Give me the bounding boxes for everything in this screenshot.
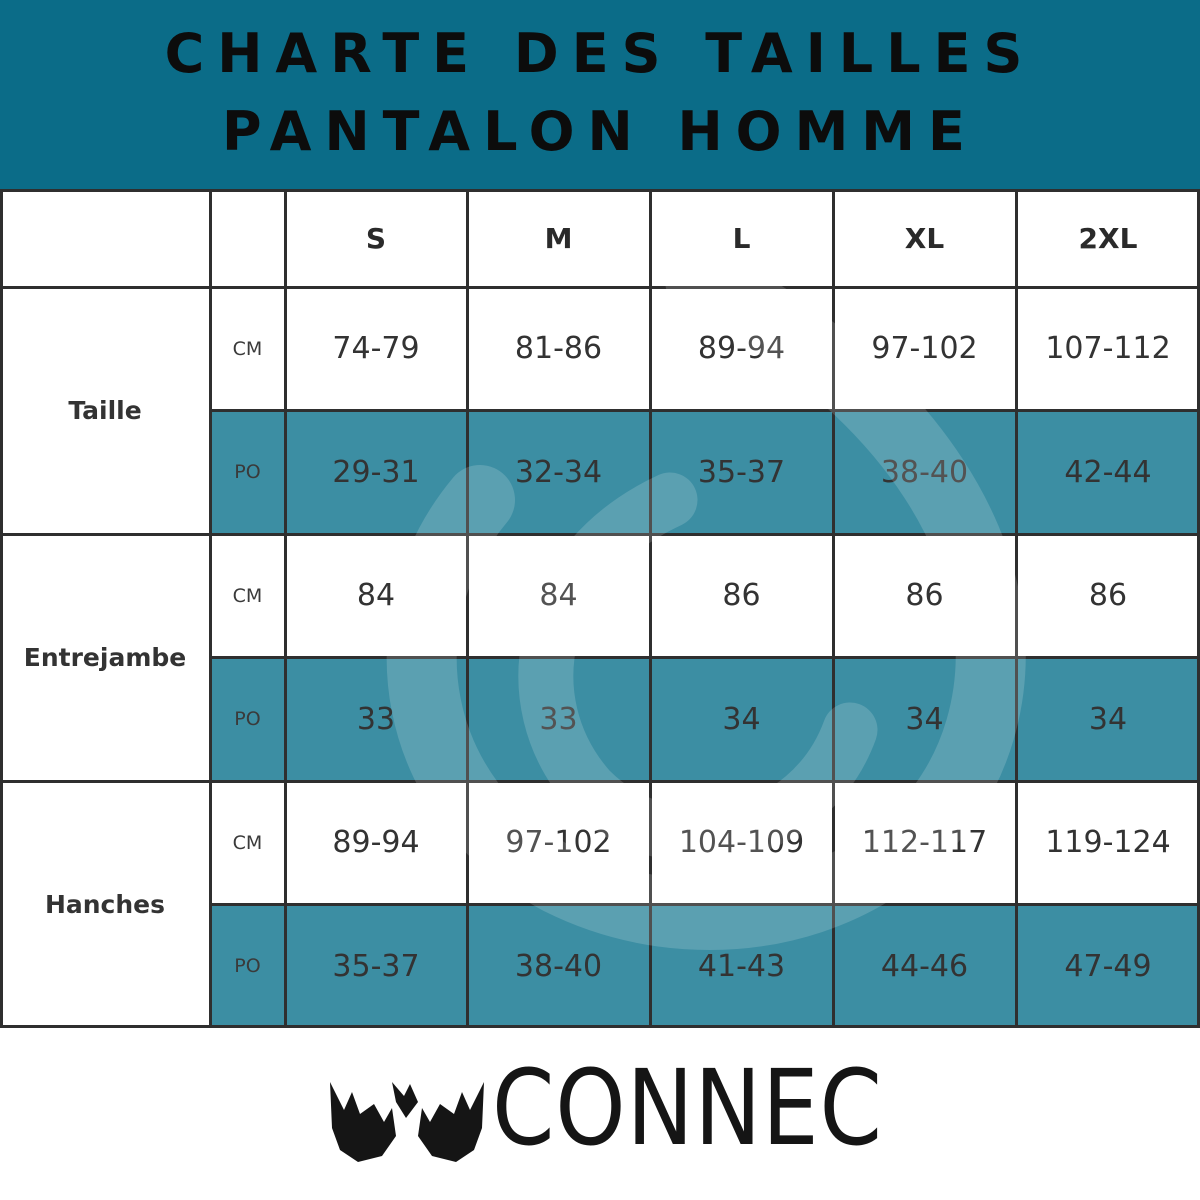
measurement-value: 86: [905, 578, 944, 614]
value-cell: [467, 287, 650, 411]
value-cell: [467, 905, 650, 1029]
connec-logo: [322, 1047, 912, 1172]
value-cell: [650, 905, 833, 1029]
value-cell: [650, 534, 833, 658]
value-cell: [1016, 658, 1200, 782]
measurement-value: 38-40: [880, 454, 969, 490]
value-cell: [285, 905, 467, 1029]
size-header-l: [650, 190, 833, 287]
size-header-label: XL: [904, 222, 945, 255]
grid-line: [209, 190, 212, 1028]
value-cell: [467, 534, 650, 658]
grid-line: [284, 190, 287, 1028]
measurement-value: 89-94: [332, 825, 420, 861]
value-cell: [833, 658, 1016, 782]
value-cell: [833, 411, 1016, 535]
value-cell: [650, 411, 833, 535]
size-header-xl: [833, 190, 1016, 287]
value-cell: [1016, 905, 1200, 1029]
po-unit-cell: [210, 411, 285, 535]
size-header-m: [467, 190, 650, 287]
value-cell: [285, 658, 467, 782]
title-line-2: PANTALON HOMME: [222, 100, 978, 163]
measurement-value: 42-44: [1064, 454, 1152, 490]
measurement-value: 74-79: [332, 331, 420, 367]
measurement-value: 112-117: [861, 825, 988, 861]
measurement-value: 33: [356, 701, 396, 737]
unit-label: PO: [234, 708, 261, 731]
value-cell: [285, 534, 467, 658]
measurement-value: 84: [539, 578, 578, 614]
value-cell: [1016, 781, 1200, 905]
grid-line: [0, 190, 3, 1028]
value-cell: [1016, 411, 1200, 535]
measurement-label: Entrejambe: [23, 643, 187, 672]
value-cell: [285, 287, 467, 411]
measurement-value: 97-102: [871, 331, 978, 367]
row-label-0: [0, 287, 210, 534]
measurement-value: 38-40: [514, 948, 603, 984]
measurement-label: Taille: [68, 396, 142, 425]
value-cell: [650, 287, 833, 411]
measurement-label: Hanches: [44, 890, 166, 919]
size-header-label: 2XL: [1078, 222, 1138, 255]
measurement-value: 89-94: [697, 331, 786, 367]
grid-line: [210, 409, 1200, 412]
grid-line: [466, 190, 469, 1028]
measurement-value: 44-46: [880, 948, 969, 984]
unit-label: CM: [232, 831, 263, 854]
value-cell: [467, 781, 650, 905]
value-cell: [1016, 534, 1200, 658]
measurement-value: 104-109: [678, 825, 805, 861]
measurement-value: 41-43: [697, 948, 786, 984]
measurement-value: 33: [539, 701, 578, 737]
grid-line: [0, 533, 1200, 536]
grid-line: [0, 286, 1200, 289]
value-cell: [650, 781, 833, 905]
size-header-2xl: [1016, 190, 1200, 287]
size-header-label: L: [732, 222, 751, 255]
grid-line: [210, 903, 1200, 906]
unit-label: PO: [234, 461, 261, 484]
unit-label: CM: [232, 584, 263, 607]
measurement-value: 107-112: [1045, 331, 1171, 367]
measurement-value: 86: [722, 578, 761, 614]
measurement-value: 34: [722, 701, 761, 737]
measurement-value: 34: [1088, 701, 1128, 737]
grid-line: [1015, 190, 1018, 1028]
value-cell: [833, 781, 1016, 905]
measurement-value: 35-37: [332, 948, 420, 984]
value-cell: [285, 781, 467, 905]
measurement-value: 29-31: [332, 454, 420, 490]
cm-unit-cell: [210, 781, 285, 905]
logo-wordmark: CONNEC: [492, 1047, 883, 1169]
cm-unit-cell: [210, 287, 285, 411]
grid-line: [0, 1025, 1200, 1028]
measurement-value: 34: [905, 701, 944, 737]
title-line-1: CHARTE DES TAILLES: [164, 22, 1036, 85]
row-label-1: [0, 534, 210, 781]
value-cell: [650, 658, 833, 782]
header-banner: [0, 0, 1200, 190]
value-cell: [833, 534, 1016, 658]
grid-line: [0, 189, 1200, 192]
measurement-value: 84: [356, 578, 396, 614]
value-cell: [1016, 287, 1200, 411]
measurement-value: 35-37: [697, 454, 786, 490]
po-unit-cell: [210, 658, 285, 782]
measurement-value: 97-102: [505, 825, 612, 861]
row-label-2: [0, 781, 210, 1028]
measurement-value: 47-49: [1064, 948, 1152, 984]
measurement-value: 86: [1088, 578, 1128, 614]
value-cell: [833, 287, 1016, 411]
grid-line: [649, 190, 652, 1028]
value-cell: [467, 411, 650, 535]
value-cell: [467, 658, 650, 782]
size-header-label: S: [365, 222, 387, 255]
measurement-value: 81-86: [514, 331, 603, 367]
measurement-value: 32-34: [514, 454, 603, 490]
grid-line: [832, 190, 835, 1028]
antlers-logo-icon: [322, 1062, 492, 1172]
measurement-value: 119-124: [1045, 825, 1171, 861]
grid-line: [210, 656, 1200, 659]
size-header-label: M: [544, 222, 573, 255]
value-cell: [833, 905, 1016, 1029]
size-header-s: [285, 190, 467, 287]
grid-line: [0, 780, 1200, 783]
value-cell: [285, 411, 467, 535]
cm-unit-cell: [210, 534, 285, 658]
po-unit-cell: [210, 905, 285, 1029]
unit-label: PO: [234, 955, 261, 978]
size-chart-table: [0, 190, 1200, 1032]
unit-label: CM: [232, 337, 263, 360]
